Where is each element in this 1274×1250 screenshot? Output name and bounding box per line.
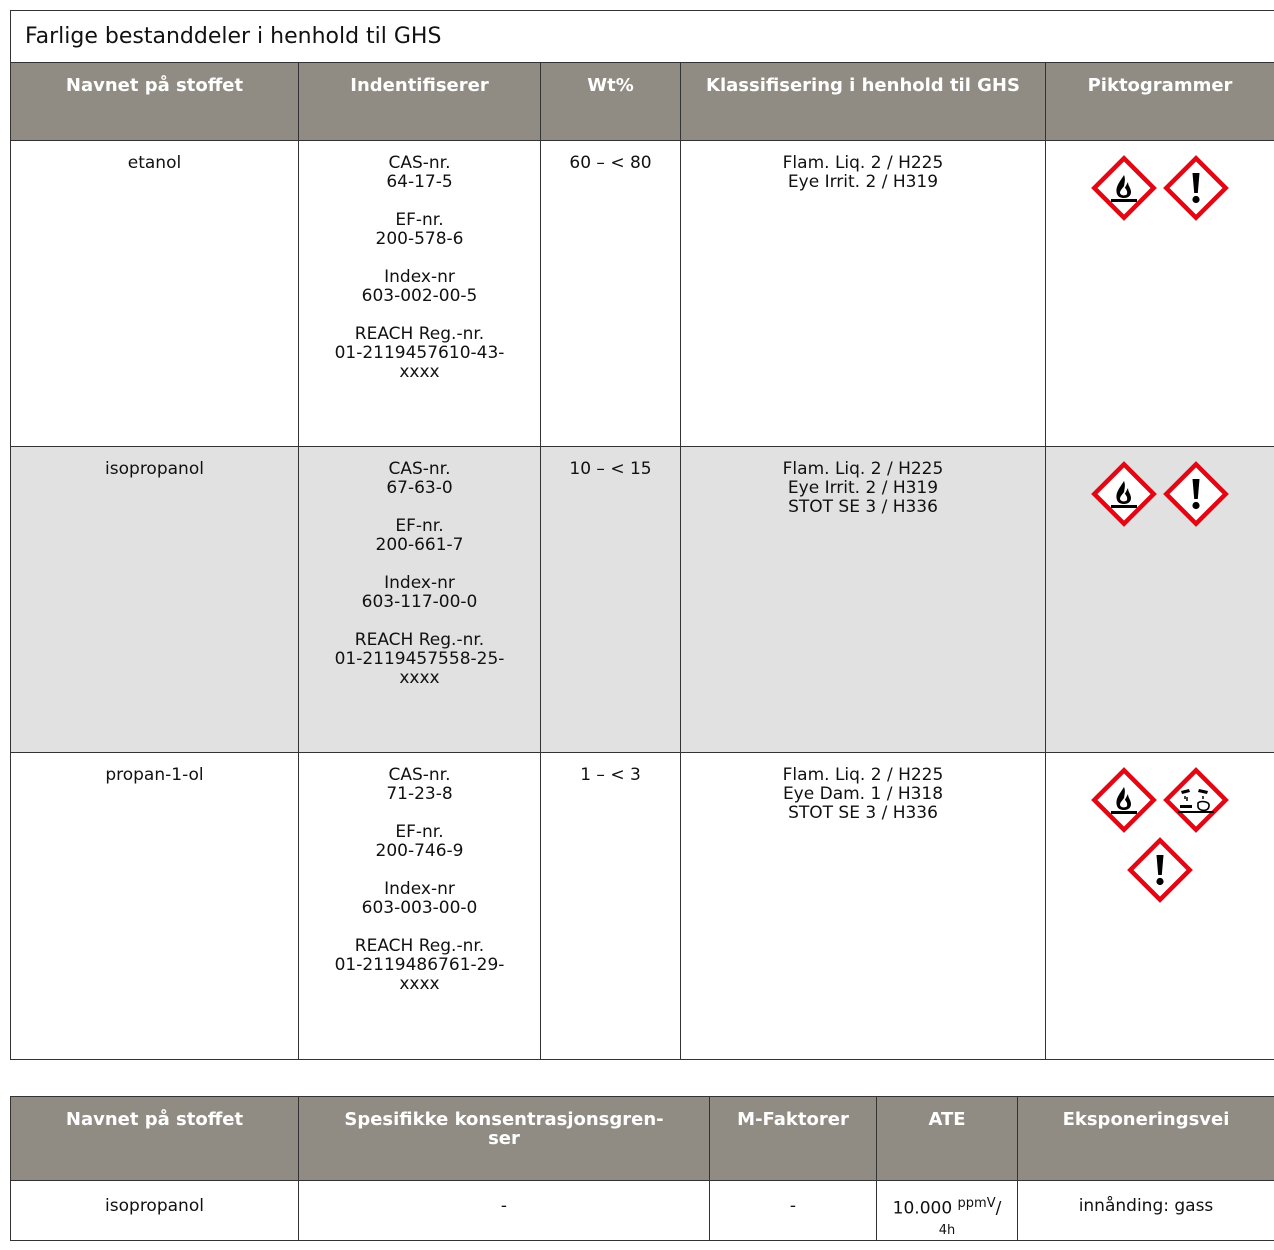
ate-time: 4h: [938, 1222, 956, 1238]
table-row: [11, 447, 1274, 753]
pictogram-cell: [1046, 447, 1274, 753]
identifier-label: Index-nr: [384, 879, 455, 899]
identifier-label: CAS-nr.: [388, 765, 451, 785]
classification-line: Flam. Liq. 2 / H225: [782, 765, 944, 785]
col-header-pictograms: Piktogrammer: [1046, 63, 1274, 141]
col-header-exposure-route: Eksponeringsvei: [1018, 1097, 1274, 1181]
identifier-value: 200-746-9: [375, 841, 464, 861]
classification-line: Eye Dam. 1 / H318: [782, 784, 944, 804]
wt-percent: 10 – < 15: [541, 447, 681, 753]
classification-cell: [681, 753, 1046, 1060]
identifier-value: 64-17-5: [386, 172, 453, 192]
identifier-value-cont: xxxx: [399, 668, 440, 688]
wt-percent: 60 – < 80: [541, 141, 681, 447]
classification-line: STOT SE 3 / H336: [788, 803, 938, 823]
classification-line: Eye Irrit. 2 / H319: [787, 478, 939, 498]
col-header-specific-limits: Spesifikke konsentrasjonsgren- ser: [299, 1097, 710, 1181]
identifier-label: REACH Reg.-nr.: [354, 324, 485, 344]
ate-value: 10.000: [892, 1198, 953, 1219]
identifier-value: 603-003-00-0: [361, 898, 478, 918]
col-header-ate: ATE: [877, 1097, 1018, 1181]
identifier-value: 01-2119457610-43-: [334, 343, 505, 363]
wt-percent: 1 – < 3: [541, 753, 681, 1060]
identifier-value-cont: xxxx: [399, 974, 440, 994]
col-header-m-factors: M-Faktorer: [710, 1097, 877, 1181]
table-row: [11, 141, 1274, 447]
ate-slash: /: [995, 1198, 1002, 1219]
identifier-label: EF-nr.: [395, 210, 444, 230]
concentration-limits-table: [10, 1096, 1274, 1241]
classification-line: Flam. Liq. 2 / H225: [782, 153, 944, 173]
classification-line: STOT SE 3 / H336: [788, 497, 938, 517]
table-row: [11, 753, 1274, 1060]
exposure-route: innånding: gass: [1018, 1181, 1274, 1241]
flame-pictogram-icon: [1089, 459, 1159, 529]
identifier-value: 603-117-00-0: [361, 592, 478, 612]
exclamation-pictogram-icon: [1125, 835, 1195, 905]
identifier-label: Index-nr: [384, 267, 455, 287]
identifier-value: 01-2119457558-25-: [334, 649, 505, 669]
flame-pictogram-icon: [1089, 765, 1159, 835]
identifier-value-cont: xxxx: [399, 362, 440, 382]
m-factor: -: [710, 1181, 877, 1241]
section-title: Farlige bestanddeler i henhold til GHS: [11, 11, 1274, 63]
identifier-value: 603-002-00-5: [361, 286, 478, 306]
classification-cell: [681, 447, 1046, 753]
identifier-label: CAS-nr.: [388, 459, 451, 479]
identifier-value: 71-23-8: [386, 784, 453, 804]
pictogram-cell: [1046, 141, 1274, 447]
col-header-name: Navnet på stoffet: [11, 1097, 299, 1181]
identifier-value: 01-2119486761-29-: [334, 955, 505, 975]
classification-line: Flam. Liq. 2 / H225: [782, 459, 944, 479]
exclamation-pictogram-icon: [1161, 153, 1231, 223]
substance-name: propan-1-ol: [11, 753, 299, 1060]
identifier-label: REACH Reg.-nr.: [354, 630, 485, 650]
flame-pictogram-icon: [1089, 153, 1159, 223]
substance-name: isopropanol: [11, 1181, 299, 1241]
substance-name: isopropanol: [11, 447, 299, 753]
identifier-value: 200-578-6: [375, 229, 464, 249]
classification-line: Eye Irrit. 2 / H319: [787, 172, 939, 192]
col-header-classification: Klassifisering i henhold til GHS: [681, 63, 1046, 141]
table-header-row: [11, 1097, 1274, 1181]
ate-unit: ppmV: [957, 1196, 996, 1211]
identifier-label: REACH Reg.-nr.: [354, 936, 485, 956]
ghs-components-table: [10, 10, 1274, 1060]
table-row: [11, 1181, 1274, 1241]
identifier-label: Index-nr: [384, 573, 455, 593]
identifier-label: EF-nr.: [395, 822, 444, 842]
pictogram-cell: [1046, 753, 1274, 1060]
col-header-name: Navnet på stoffet: [11, 63, 299, 141]
identifier-value: 67-63-0: [386, 478, 453, 498]
table-header-row: [11, 63, 1274, 141]
exclamation-pictogram-icon: [1161, 459, 1231, 529]
col-header-identifier: Indentifiserer: [299, 63, 541, 141]
identifier-cell: [299, 753, 541, 1060]
substance-name: etanol: [11, 141, 299, 447]
corrosion-pictogram-icon: [1161, 765, 1231, 835]
classification-cell: [681, 141, 1046, 447]
identifier-label: EF-nr.: [395, 516, 444, 536]
identifier-cell: [299, 447, 541, 753]
specific-limits: -: [299, 1181, 710, 1241]
ate-cell: [877, 1181, 1018, 1241]
identifier-cell: [299, 141, 541, 447]
identifier-value: 200-661-7: [375, 535, 464, 555]
identifier-label: CAS-nr.: [388, 153, 451, 173]
col-header-wt: Wt%: [541, 63, 681, 141]
